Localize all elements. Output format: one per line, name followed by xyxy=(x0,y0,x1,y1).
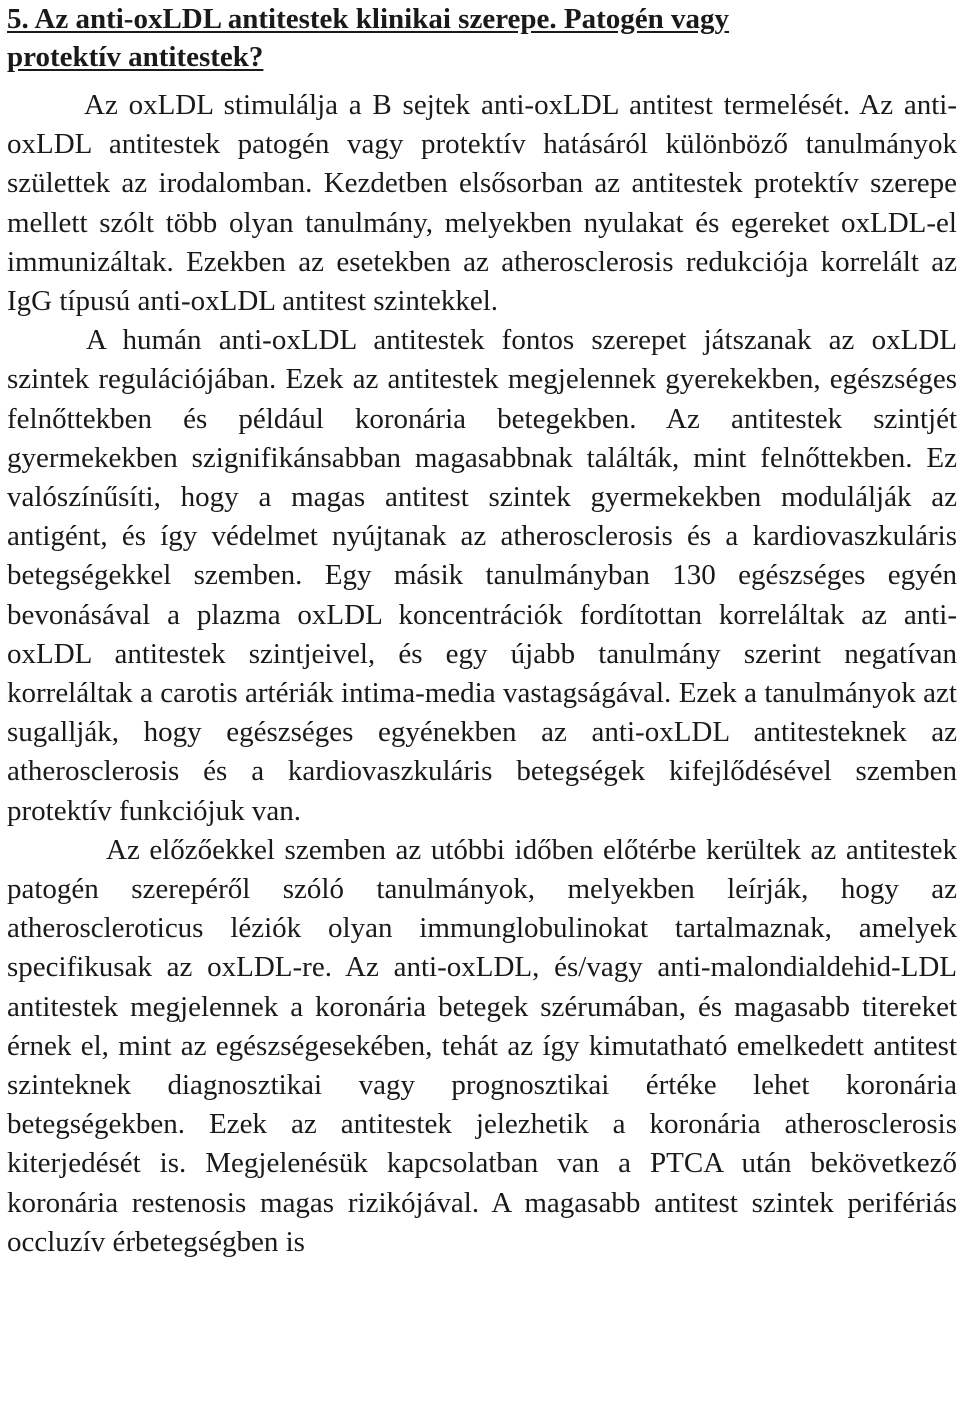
paragraph-3: Az előzőekkel szemben az utóbbi időben előtérbe kerültek az antitestek patogén szerepéről szóló tanulmányok, melyekben leírják, hogy az atheroscleroticus léziók olyan immunglobulinokat tartalmaznak, amelyek specifikusak az oxLDL-re. Az anti-oxLDL, és/vagy anti-malondialdehid-LDL antitestek megjelennek a koronária betegek szérumában, és magasabb titereket érnek el, mint az egészségesekében, tehát az így kimutatható emelkedett antitest szinteknek diagnosztikai vagy prognosztikai értéke lehet koronária betegségekben. Ezek az antitestek jelezhetik a koronária atherosclerosis kiterjedését is. Megjelenésük kapcsolatban van a PTCA után bekövetkező koronária restenosis magas rizikójával. A magasabb antitest szintek perifériás occluzív érbetegségben is xyxy=(7,833,957,1258)
document-page xyxy=(7,0,957,1262)
heading-line-2: protektív antitestek? xyxy=(7,41,264,73)
paragraph-1: Az oxLDL stimulálja a B sejtek anti-oxLDL antitest termelését. Az anti-oxLDL antitestek patogén vagy protektív hatásáról különböző tanulmányok születtek az irodalomban. Kezdetben elsősorban az antitestek protektív szerepe mellett szólt több olyan tanulmány, melyekben nyulakat és egereket oxLDL-el immunizáltak. Ezekben az esetekben az atherosclerosis redukciója korrelált az IgG típusú anti-oxLDL antitest szintekkel. xyxy=(7,89,957,318)
section-heading xyxy=(7,0,957,76)
heading-line-1: 5. Az anti-oxLDL antitestek klinikai szerepe. Patogén vagy xyxy=(7,3,730,35)
paragraph-2: A humán anti-oxLDL antitestek fontos szerepet játszanak az oxLDL szintek regulációjában. Ezek az antitestek megjelennek gyerekekben, egészséges felnőttekben és például koronária betegekben. Az antitestek szintjét gyermekekben szignifikánsabban magasabbnak találták, mint felnőttekben. Ez valószínűsíti, hogy a magas antitest szintek gyermekekben modulálják az antigént, és így védelmet nyújtanak az atherosclerosis és a kardiovaszkuláris betegségekkel szemben. Egy másik tanulmányban 130 egészséges egyén bevonásával a plazma oxLDL koncentrációk fordítottan korreláltak az anti-oxLDL antitestek szintjeivel, és egy újabb tanulmány szerint negatívan korreláltak a carotis artériák intima-media vastagságával. Ezek a tanulmányok azt sugallják, hogy egészséges egyénekben az anti-oxLDL antitesteknek az atherosclerosis és a kardiovaszkuláris betegségek kifejlődésével szemben protektív funkciójuk van. xyxy=(7,324,957,827)
